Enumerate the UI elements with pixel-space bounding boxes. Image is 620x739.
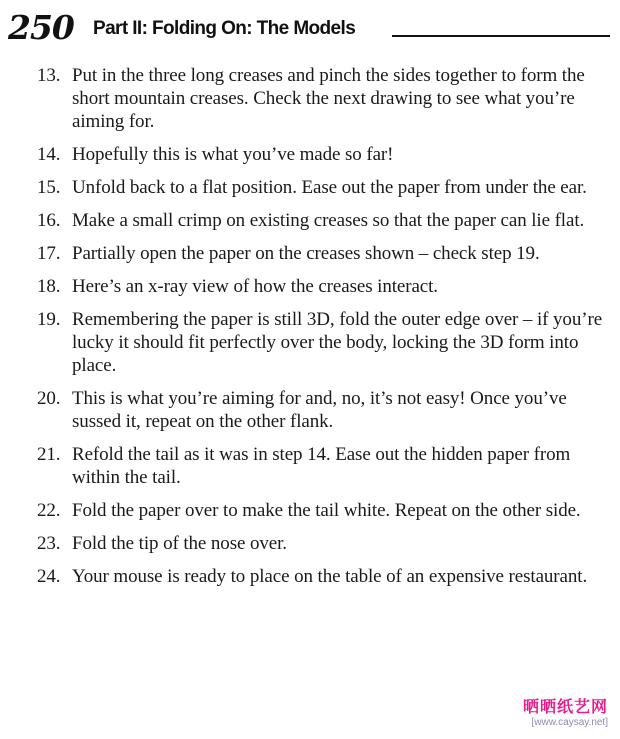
step-13	[0, 64, 620, 133]
watermark-logo-text: 晒晒纸艺网	[522, 697, 608, 716]
step-text: Hopefully this is what you’ve made so far!	[72, 144, 394, 165]
watermark-url: [www.caysay.net]	[531, 717, 608, 728]
site-watermark	[478, 697, 608, 733]
step-17	[0, 242, 620, 265]
step-number: 15.	[37, 177, 61, 198]
step-14	[0, 143, 620, 166]
step-text: Partially open the paper on the creases shown – check step 19.	[72, 243, 540, 264]
step-text: Refold the tail as it was in step 14. Ease out the hidden paper from within the tail.	[72, 444, 571, 488]
step-number: 14.	[37, 144, 61, 165]
step-21	[0, 443, 620, 489]
page-number: 250	[8, 8, 74, 47]
step-text: Make a small crimp on existing creases so that the paper can lie flat.	[72, 210, 585, 231]
step-22	[0, 499, 620, 522]
step-text: Put in the three long creases and pinch the sides together to form the short mountain creases. Check the next drawing to see what you’re aiming for.	[72, 65, 585, 132]
step-text: Unfold back to a flat position. Ease out the paper from under the ear.	[72, 177, 587, 198]
running-head: Part II: Folding On: The Models	[93, 18, 356, 39]
step-number: 21.	[37, 444, 61, 465]
step-16	[0, 209, 620, 232]
step-number: 18.	[37, 276, 61, 297]
step-text: Fold the paper over to make the tail white. Repeat on the other side.	[72, 500, 581, 521]
step-number: 16.	[37, 210, 61, 231]
step-24	[0, 565, 620, 588]
step-number: 17.	[37, 243, 61, 264]
page-header	[8, 8, 612, 48]
step-text: Here’s an x-ray view of how the creases interact.	[72, 276, 438, 297]
header-rule	[392, 35, 610, 37]
step-number: 13.	[37, 65, 61, 86]
instruction-steps	[0, 64, 620, 598]
step-number: 19.	[37, 309, 61, 330]
step-23	[0, 532, 620, 555]
step-text: Your mouse is ready to place on the table of an expensive restaurant.	[72, 566, 588, 587]
step-15	[0, 176, 620, 199]
step-text: Fold the tip of the nose over.	[72, 533, 287, 554]
step-number: 24.	[37, 566, 61, 587]
step-text: Remembering the paper is still 3D, fold the outer edge over – if you’re lucky it should fit perfectly over the body, locking the 3D form into place.	[72, 309, 603, 376]
step-number: 22.	[37, 500, 61, 521]
step-20	[0, 387, 620, 433]
step-19	[0, 308, 620, 377]
step-number: 23.	[37, 533, 61, 554]
step-18	[0, 275, 620, 298]
step-text: This is what you’re aiming for and, no, it’s not easy! Once you’ve sussed it, repeat on the other flank.	[72, 388, 567, 432]
step-number: 20.	[37, 388, 61, 409]
